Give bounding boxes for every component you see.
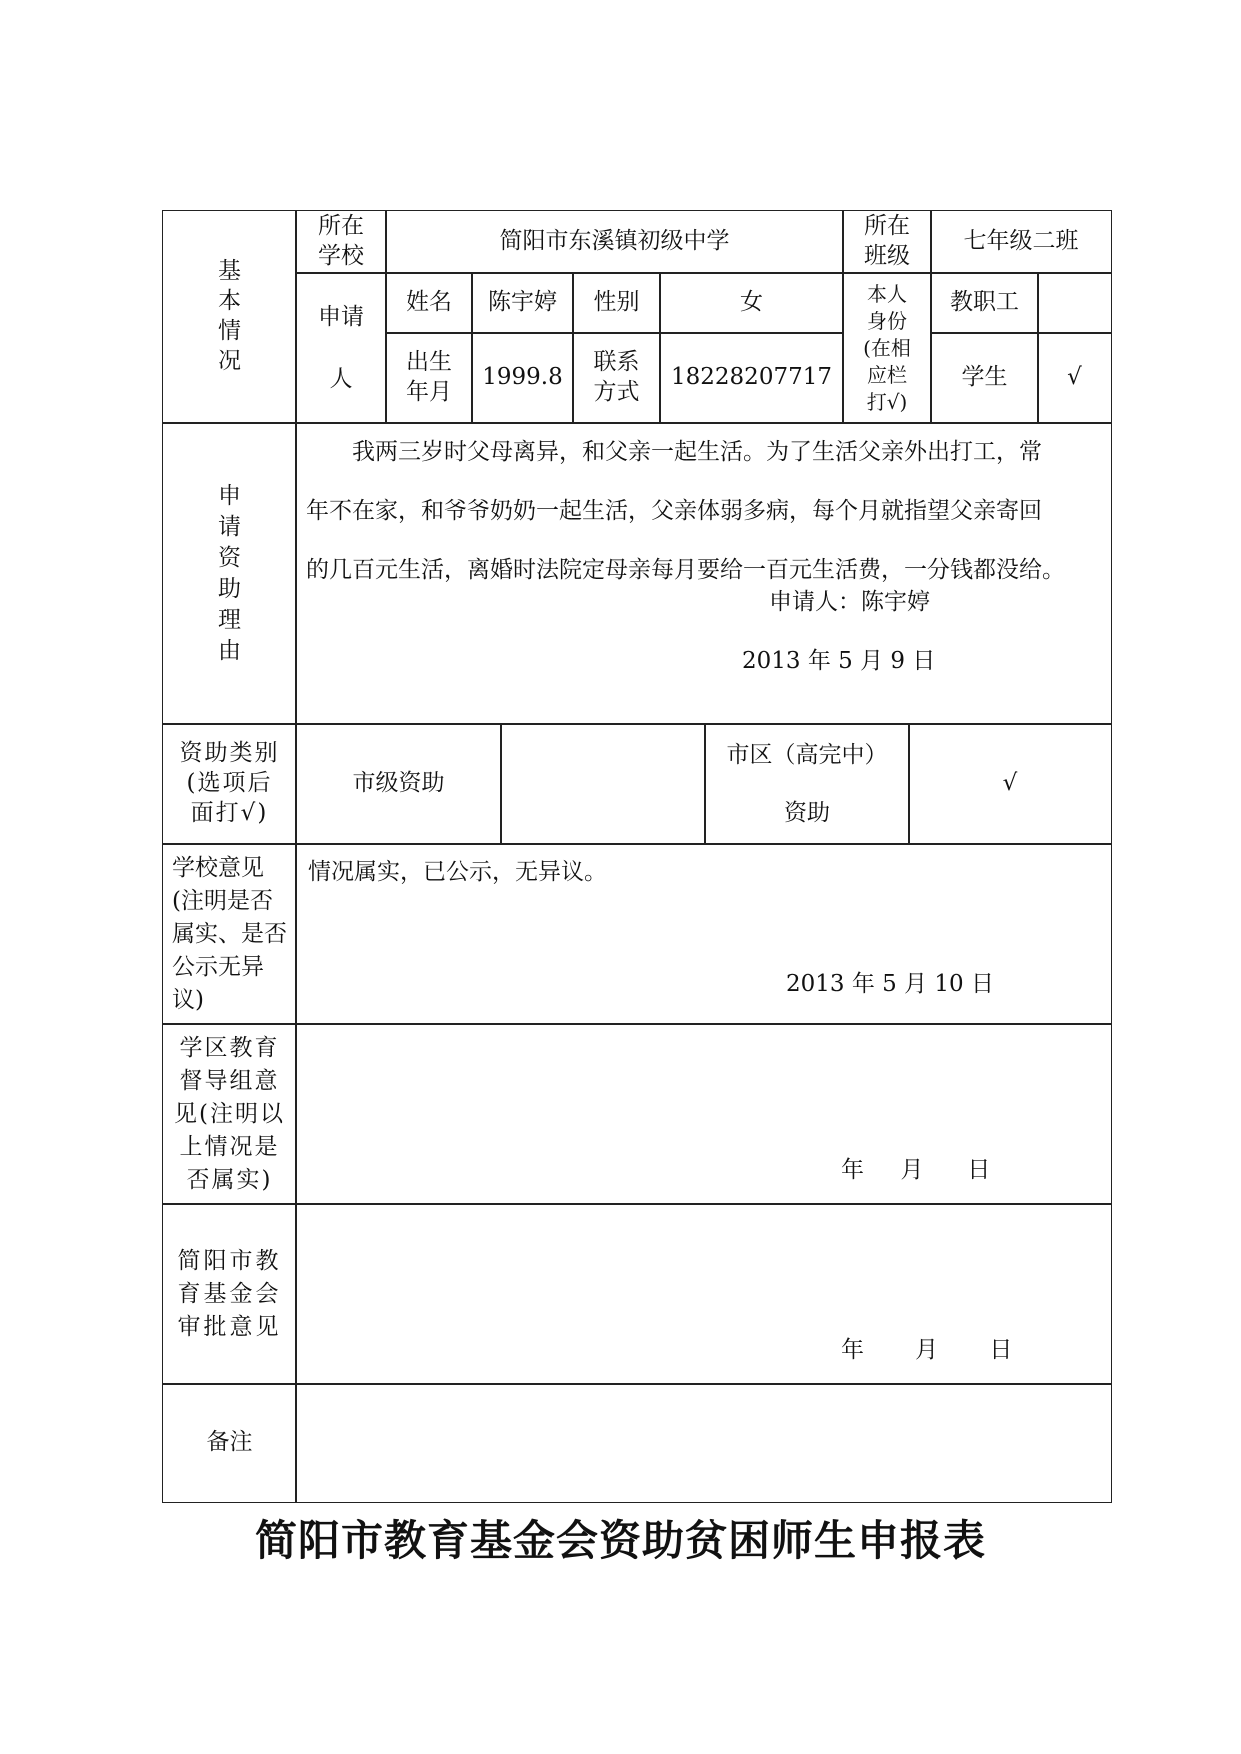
foundation-opinion-label-1: 简阳市教: [177, 1247, 282, 1274]
student-mark: √: [1067, 364, 1082, 391]
application-form: [162, 210, 1112, 1505]
district-opinion-label-cell: [162, 1023, 297, 1205]
reason-label-cell: [162, 422, 297, 725]
aid-type-label-2: (选项后: [186, 770, 273, 797]
applicant-label-cell: [295, 272, 387, 424]
class-label: 所在班级: [864, 213, 910, 269]
district-opinion-label-5: 否属实): [186, 1166, 273, 1193]
gender-value-cell: [659, 272, 844, 334]
student-label: 学生: [961, 364, 1008, 391]
contact-label-2: 方式: [593, 379, 640, 405]
school-opinion-label-3: 属实、是否: [172, 920, 287, 947]
district-aid-mark: √: [1002, 770, 1018, 797]
class-label-cell: [842, 210, 932, 274]
school-opinion-text: 情况属实，已公示，无异议。: [308, 859, 607, 885]
birth-value: 1999.8: [482, 364, 563, 391]
school-opinion-label-cell: [162, 843, 297, 1025]
district-aid-label-cell: [704, 723, 910, 845]
district-opinion-label-1: 学区教育: [179, 1034, 280, 1061]
class-value: 七年级二班: [963, 228, 1079, 255]
city-aid-label-cell: [295, 723, 502, 845]
name-label-cell: [385, 272, 473, 334]
staff-label: 教职工: [950, 289, 1019, 316]
student-mark-cell: [1037, 332, 1112, 424]
applicant-label: 申请人: [318, 304, 364, 392]
basic-section-text: 基本情况: [218, 258, 241, 374]
identity-label-4: 应栏: [867, 362, 907, 387]
school-opinion-label-4: 公示无异: [172, 953, 264, 980]
gender-label-cell: [572, 272, 661, 334]
school-opinion-content-cell: [295, 843, 1112, 1025]
district-aid-mark-cell: [908, 723, 1112, 845]
foundation-opinion-content-cell: [295, 1203, 1112, 1385]
basic-section-label: [162, 210, 297, 424]
identity-label-1: 本人: [867, 281, 907, 306]
contact-label-1: 联系: [593, 349, 640, 376]
school-opinion-label-5: 议): [172, 986, 204, 1013]
remarks-label-cell: [162, 1383, 297, 1503]
foundation-opinion-label-3: 审批意见: [177, 1313, 282, 1340]
district-opinion-content-cell: [295, 1023, 1112, 1205]
foundation-opinion-date: 年 月 日: [841, 1337, 1013, 1363]
remarks-content-cell: [295, 1383, 1112, 1503]
city-aid-label: 市级资助: [352, 770, 445, 797]
city-aid-mark-cell: [500, 723, 706, 845]
identity-label-2: 身份: [867, 308, 907, 333]
district-aid-label-1: 市区（高完中）: [726, 742, 888, 768]
district-opinion-label-2: 督导组意: [179, 1067, 280, 1094]
identity-label-cell: [842, 272, 932, 424]
birth-label-cell: [385, 332, 473, 424]
identity-label-5: 打√): [866, 389, 908, 414]
identity-label-3: (在相: [863, 335, 911, 360]
form-title: 简阳市教育基金会资助贫困师生申报表: [254, 1516, 986, 1565]
district-opinion-label-3: 见(注明以: [174, 1100, 285, 1127]
name-label: 姓名: [406, 289, 452, 316]
staff-label-cell: [930, 272, 1039, 334]
reason-date: 2013 年 5 月 9 日: [742, 648, 936, 674]
reason-line-2: 年不在家，和爷爷奶奶一起生活，父亲体弱多病，每个月就指望父亲寄回: [306, 498, 1042, 524]
district-opinion-date: 年 月 日: [841, 1157, 991, 1183]
aid-type-label-cell: [162, 723, 297, 845]
school-opinion-date: 2013 年 5 月 10 日: [786, 971, 994, 997]
gender-label: 性别: [593, 289, 640, 316]
name-value: 陈宇婷: [488, 289, 557, 316]
staff-mark-cell: [1037, 272, 1112, 334]
district-opinion-label-4: 上情况是: [179, 1133, 280, 1160]
school-opinion-label-2: (注明是否: [172, 887, 273, 914]
birth-label-2: 年月: [406, 379, 452, 405]
student-label-cell: [930, 332, 1039, 424]
contact-value-cell: [659, 332, 844, 424]
reason-signer: 申请人：陈宇婷: [769, 589, 930, 615]
school-value: 简阳市东溪镇初级中学: [499, 228, 730, 255]
district-aid-label-2: 资助: [784, 800, 830, 826]
school-opinion-label-1: 学校意见: [172, 854, 264, 881]
school-label: 所在学校: [318, 213, 364, 269]
class-value-cell: [930, 210, 1112, 274]
contact-value: 18228207717: [671, 364, 832, 391]
contact-label-cell: [572, 332, 661, 424]
school-label-cell: [295, 210, 387, 274]
reason-line-3: 的几百元生活，离婚时法院定母亲每月要给一百元生活费，一分钱都没给。: [306, 557, 1065, 583]
aid-type-label-3: 面打√): [190, 799, 269, 826]
birth-label-1: 出生: [406, 349, 452, 376]
name-value-cell: [471, 272, 574, 334]
birth-value-cell: [471, 332, 574, 424]
foundation-opinion-label-2: 育基金会: [177, 1280, 282, 1307]
reason-label: 申请资助理由: [218, 482, 241, 664]
gender-value: 女: [740, 289, 763, 316]
school-value-cell: [385, 210, 844, 274]
foundation-opinion-label-cell: [162, 1203, 297, 1385]
reason-line-1: 我两三岁时父母离异，和父亲一起生活。为了生活父亲外出打工，常: [352, 439, 1042, 465]
remarks-label: 备注: [206, 1429, 253, 1456]
reason-content-cell: [295, 422, 1112, 725]
aid-type-label-1: 资助类别: [179, 740, 280, 767]
